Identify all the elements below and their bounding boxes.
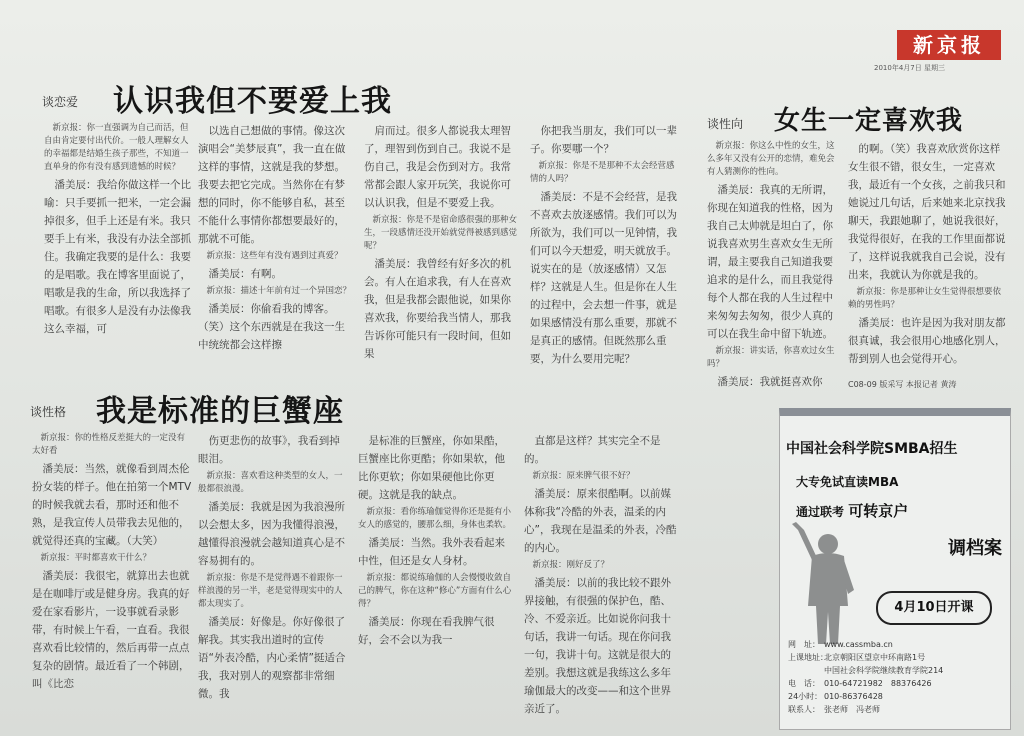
headline-love: 认识我但不要爱上我 — [113, 84, 392, 119]
interview-question: 新京报：刚好反了？ — [532, 560, 610, 570]
section-label-love: 谈恋爱 — [42, 95, 79, 109]
interview-answer: 的啊。（笑）我喜欢欣赏你这样女生很不错，很女生，一定喜欢我，最近有一个女孩，之前我只和她说过几句话，后来她来北京找我聊天，我跟她聊了，她说我很好，我觉得很好，在我的工作里面都说了，这样说我就我自己会说，没有出来，我就认为你就是我的。 — [848, 143, 1006, 281]
ad-contact-line: 联系人： 张老师 冯老师 — [788, 705, 880, 714]
interview-answer: 潘美辰：好像是。你好像很了解我。其实我出道时的宣传语“外表冷酷，内心柔情”挺适合我，我对别人的观察都非常细微。我 — [198, 616, 346, 700]
byline-credit: C08-09 版采写 本报记者 黄涛 — [848, 380, 957, 389]
section-label-orientation: 谈性向 — [707, 117, 744, 131]
interview-answer: 潘美辰：也许是因为我对朋友都很真诚，我会很用心地感化别人，帮到别人也会觉得开心。 — [848, 317, 1006, 365]
interview-question: 新京报：平时都喜欢干什么？ — [40, 553, 152, 563]
interview-answer: 潘美辰：原来很酷啊。以前媒体称我“冷酷的外表，温柔的内心”，我现在是温柔的外表，冷酷的内心。 — [524, 488, 677, 554]
article1-col4 — [530, 122, 680, 365]
interview-answer: 潘美辰：我真的无所谓，你现在知道我的性格，因为我自己太帅就是坦白了，你说我喜欢男生喜欢女生无所谓，最主要我自己知道我要追求的是什么，而且我觉得每个人都在我的人生过程中来匆匆去匆匆，很少人真的可以在我生命中留下轨迹。 — [707, 184, 833, 340]
article3-col1 — [32, 432, 192, 728]
interview-answer: 以选自己想做的事情。像这次演唱会“美梦辰真”，我一直在做这样的事情，这就是我的梦想。我要去把它完成。当然你在有梦想的同时，你不能够自私，甚至不能什么事情你都想要最好的，那就不可能。 — [198, 125, 346, 245]
ad-contact-info — [788, 638, 943, 716]
interview-answer: 潘美辰：当然，就像看到周杰伦扮女装的样子。他在拍第一个MTV的时候我就去看，那时还和他不熟，是我宣传人员带我去见他的，就觉得还真的宝藏。（大笑） — [32, 463, 192, 547]
ad-contact-line: 上课地址：北京朝阳区望京中环南路1号 — [788, 653, 926, 662]
ad-start-date-badge: 4月10日开课 — [876, 591, 992, 625]
ad-contact-line: 网 址： www.cassmba.cn — [788, 640, 893, 649]
ad-tagline-mba: 大专免试直读MBA — [796, 475, 899, 489]
article3-col3 — [358, 432, 514, 728]
interview-answer: 潘美辰：你偷看我的博客。（笑）这个东西就是在我这一生中统统都会这样擦 — [198, 303, 345, 351]
graduate-silhouette-icon — [788, 516, 868, 646]
interview-answer: 潘美辰：我就是因为我浪漫所以会想太多，因为我懂得浪漫，越懂得浪漫就会越知道真心是不容易拥有的。 — [198, 501, 345, 567]
masthead-logo: 新京报 — [897, 30, 1001, 60]
ad-contact-line: 电 话： 010-64721982 88376426 — [788, 679, 932, 688]
ad-title: 中国社会科学院SMBA招生 — [786, 441, 958, 457]
smba-advertisement — [779, 408, 1011, 730]
article1-col3 — [364, 122, 520, 362]
article3-col4 — [524, 432, 678, 728]
headline-orientation: 女生一定喜欢我 — [774, 106, 964, 136]
date-line: 2010年4月7日 星期三 — [874, 64, 945, 72]
interview-question: 新京报：你是不是觉得遇不着跟你一样浪漫的另一半，老是觉得现实中的人都太现实了。 — [198, 573, 343, 609]
interview-answer: 伤更悲伤的故事》，我看到掉眼泪。 — [198, 435, 340, 465]
interview-question: 新京报：你一直强调为自己而活，但自由肯定要付出代价。一般人理解女人的幸福都是结婚生孩子那些，不知道一直单身的你有没有感到遗憾的时候？ — [44, 123, 189, 172]
article2-col2 — [848, 140, 1008, 375]
interview-question: 新京报：看你练瑜伽觉得你还是挺有小女人的感觉的，腰那么细，身体也柔软。 — [358, 507, 512, 530]
interview-answer: 潘美辰：有啊。 — [208, 268, 282, 280]
interview-answer: 潘美辰：我很宅，就算出去也就是在咖啡厅或是健身房。我真的好爱在家看影片，一设事就看录影带，有时候上午看，一直看。我很喜欢看比较情的，然后再带一点点复杂的剧情。最近看了一个韩剧，叫《比恋 — [32, 570, 190, 690]
interview-question: 新京报：讲实话，你喜欢过女生吗？ — [707, 346, 835, 369]
article1-col2 — [198, 122, 352, 362]
interview-answer: 是标准的巨蟹座，你如果酷，巨蟹座比你更酷；你如果软，他比你更软；你如果硬他比你更硬。这就是我的缺点。 — [358, 435, 505, 501]
ad-contact-line: 24小时： 010-86376428 — [788, 692, 883, 701]
article3-col2 — [198, 432, 350, 728]
ad-tagline-hukou-big: 可转京户 — [848, 502, 909, 520]
interview-question: 新京报：喜欢看这种类型的女人，一般都很浪漫。 — [198, 471, 343, 494]
interview-answer: 潘美辰：不是不会经营，是我不喜欢去放逐感情。我们可以为所欲为，我们可以一见钟情，我们可以今天想爱，明天就放手。说实在的是（放逐感情）又怎样？这就是人生。但是你在人生的过程中，会去想一件事，就是如果感情没有那么重要，那就不是真正的感情。但既然那么重要，为什么要用完呢？ — [530, 191, 677, 365]
interview-answer: 潘美辰：当然。我外表看起来中性，但还是女人身材。 — [358, 537, 505, 567]
section-label-personality: 谈性格 — [30, 405, 67, 419]
interview-question: 新京报：描述十年前有过一个异国恋？ — [206, 286, 352, 296]
interview-answer: 潘美辰：我给你做这样一个比喻：只手要抓一把米，一定会漏掉很多，但手上还是有米。我只要手上有米，我没有办法全部抓住。我确定我要的是什么：我要的是唱歌。我在博客里面说了，唱歌是我的生命，所以我选择了唱歌。有很多人是没有办法像我这么幸福，可 — [44, 179, 191, 335]
ad-tagline-hukou-prefix: 通过联考 — [796, 505, 845, 519]
interview-question: 新京报：你是那种让女生觉得很想要依赖的男性吗？ — [848, 287, 1002, 310]
interview-answer: 潘美辰：以前的我比较不跟外界接触，有很强的保护色，酷、冷、不爱亲近。比如说你问我十句话，我讲一句话。现在你问我一句，我讲十句。这就是很大的差别。我想这就是我练这么多年瑜伽最大的改变——和这个世界亲近了。 — [524, 577, 671, 715]
interview-answer: 肩而过。很多人都说我太理智了，理智到伤到自己。我说不是伤自己，我是会伤到对方。我常常都会跟人家开玩笑，我说你可以认识我，但是不要爱上我。 — [364, 125, 511, 209]
ad-contact-line: 中国社会科学院继续教育学院214 — [824, 666, 944, 675]
interview-question: 新京报：都说练瑜伽的人会慢慢收敛自己的脾气，你在这种“修心”方面有什么心得？ — [358, 573, 512, 609]
interview-answer: 你把我当朋友，我们可以一辈子。你要哪一个？ — [530, 125, 677, 155]
interview-question: 新京报：原来脾气很不好？ — [532, 471, 635, 481]
interview-question: 新京报：你的性格反差挺大的一定没有太好看 — [32, 433, 186, 456]
interview-answer: 潘美辰：你现在看我脾气很好，会不会以为我一 — [358, 616, 495, 646]
interview-answer: 潘美辰：我曾经有好多次的机会。有人在追求我，有人在喜欢我，但是我都会跟他说，如果你喜欢我，你要给我当情人，那我告诉你可能只有一段时间，但如果 — [364, 258, 511, 360]
interview-answer: 潘美辰：我就挺喜欢你 — [717, 376, 823, 388]
headline-personality: 我是标准的巨蟹座 — [96, 394, 344, 429]
interview-question: 新京报：你是不是宿命感很强的那种女生，一段感情还没开始就觉得被感到感觉呢？ — [364, 215, 518, 251]
interview-question: 新京报：这些年有没有遇到过真爱？ — [206, 251, 343, 261]
interview-answer: 直都是这样？其实完全不是的。 — [524, 435, 661, 465]
interview-question: 新京报：你是不是那种不太会经营感情的人吗？ — [530, 161, 675, 184]
interview-question: 新京报：你这么中性的女生，这么多年又没有公开的恋情，难免会有人猜测你的性向。 — [707, 141, 835, 177]
ad-tagline-archive: 调档案 — [948, 538, 1002, 559]
article1-col1 — [44, 122, 192, 362]
article2-col1 — [707, 140, 841, 388]
